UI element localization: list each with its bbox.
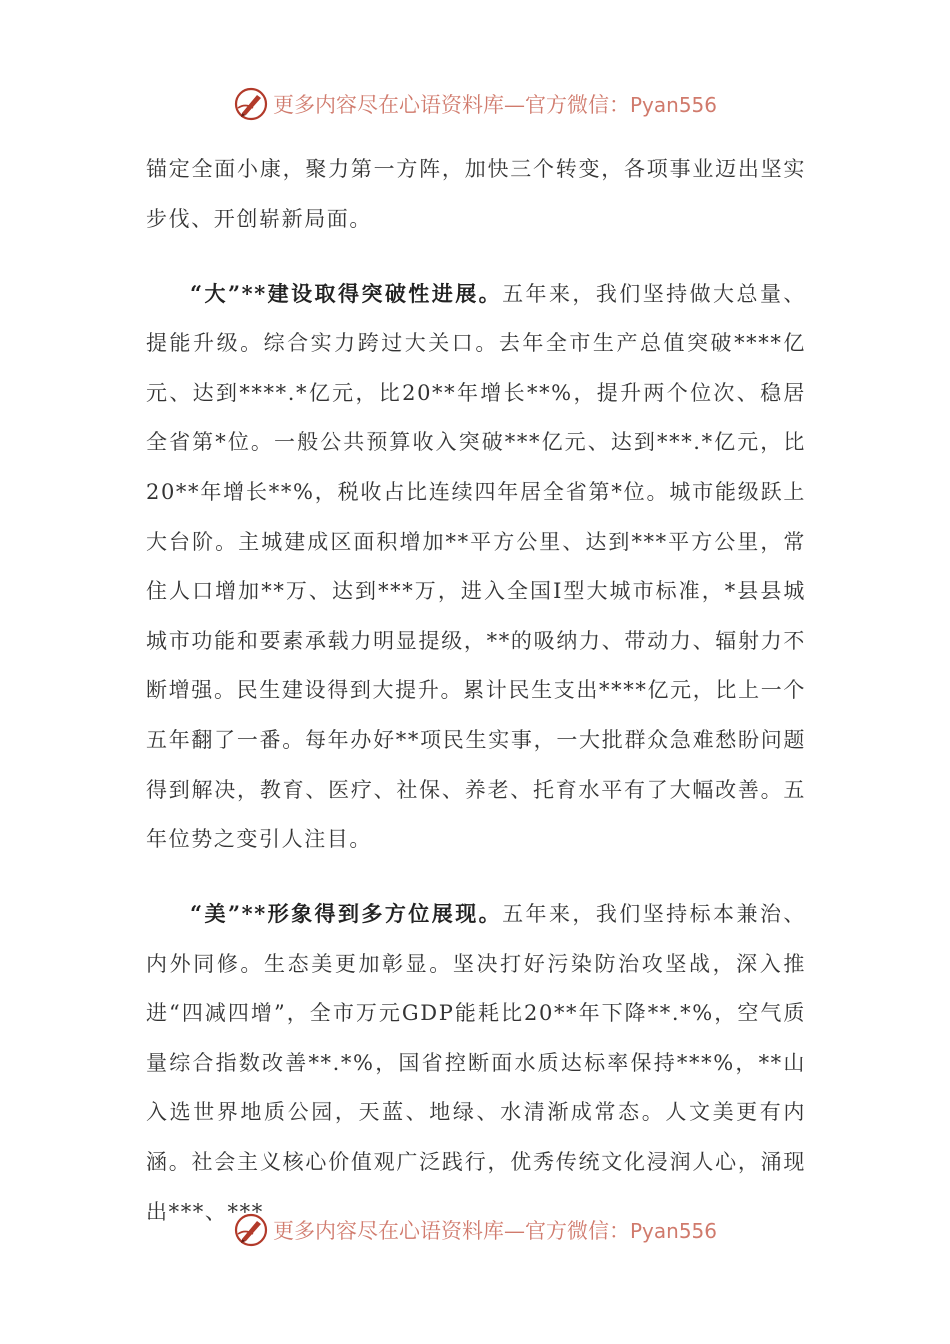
pen-logo-icon (233, 86, 269, 122)
header-watermark (0, 84, 950, 124)
paragraph-body: 五年来，我们坚持做大总量、提能升级。综合实力跨过大关口。去年全市生产总值突破****亿元、达到****.*亿元，比20**年增长**%，提升两个位次、稳居全省第*位。一般公共预算收入突破***亿元、达到***.*亿元，比20**年增长**%，税收占比连续四年居全省第*位。城市能级跃上大台阶。主城建成区面积增加**平方公里、达到***平方公里，常住人口增加**万、达到***万，进入全国Ⅰ型大城市标准，*县县城城市功能和要素承载力明显提级，**的吸纳力、带动力、辐射力不断增强。民生建设得到大提升。累计民生支出****亿元，比上一个五年翻了一番。每年办好**项民生实事，一大批群众急难愁盼问题得到解决，教育、医疗、社保、养老、托育水平有了大幅改善。五年位势之变引人注目。 (146, 281, 806, 852)
wechat-id: Pyan556 (629, 1219, 717, 1243)
pen-logo-icon (233, 1212, 269, 1248)
paragraph-1 (146, 145, 806, 244)
paragraph-body: 锚定全面小康，聚力第一方阵，加快三个转变，各项事业迈出坚实步伐、开创崭新局面。 (146, 157, 806, 231)
paragraph-lead: “大”**建设取得突破性进展。 (190, 280, 503, 306)
wechat-id: Pyan556 (629, 93, 717, 117)
paragraph-2 (146, 269, 806, 865)
paragraph-body: 五年来，我们坚持标本兼治、内外同修。生态美更加彰显。坚决打好污染防治攻坚战，深入推进“四减四增”，全市万元GDP能耗比20**年下降**.*%，空气质量综合指数改善**.*%，国省控断面水质达标率保持***%，**山入选世界地质公园，天蓝、地绿、水清渐成常态。人文美更有内涵。社会主义核心价值观广泛践行，优秀传统文化浸润人心，涌现出***、*** (146, 902, 806, 1224)
watermark-site-text: 更多内容尽在心语资料库—官方微信： (272, 1219, 630, 1243)
footer-watermark (0, 1210, 950, 1250)
watermark-site-text: 更多内容尽在心语资料库—官方微信： (272, 93, 630, 117)
paragraph-3 (146, 889, 806, 1237)
watermark-text (273, 89, 717, 119)
document-body (146, 145, 806, 1237)
watermark-text (273, 1215, 717, 1245)
paragraph-lead: “美”**形象得到多方位展现。 (190, 901, 503, 927)
